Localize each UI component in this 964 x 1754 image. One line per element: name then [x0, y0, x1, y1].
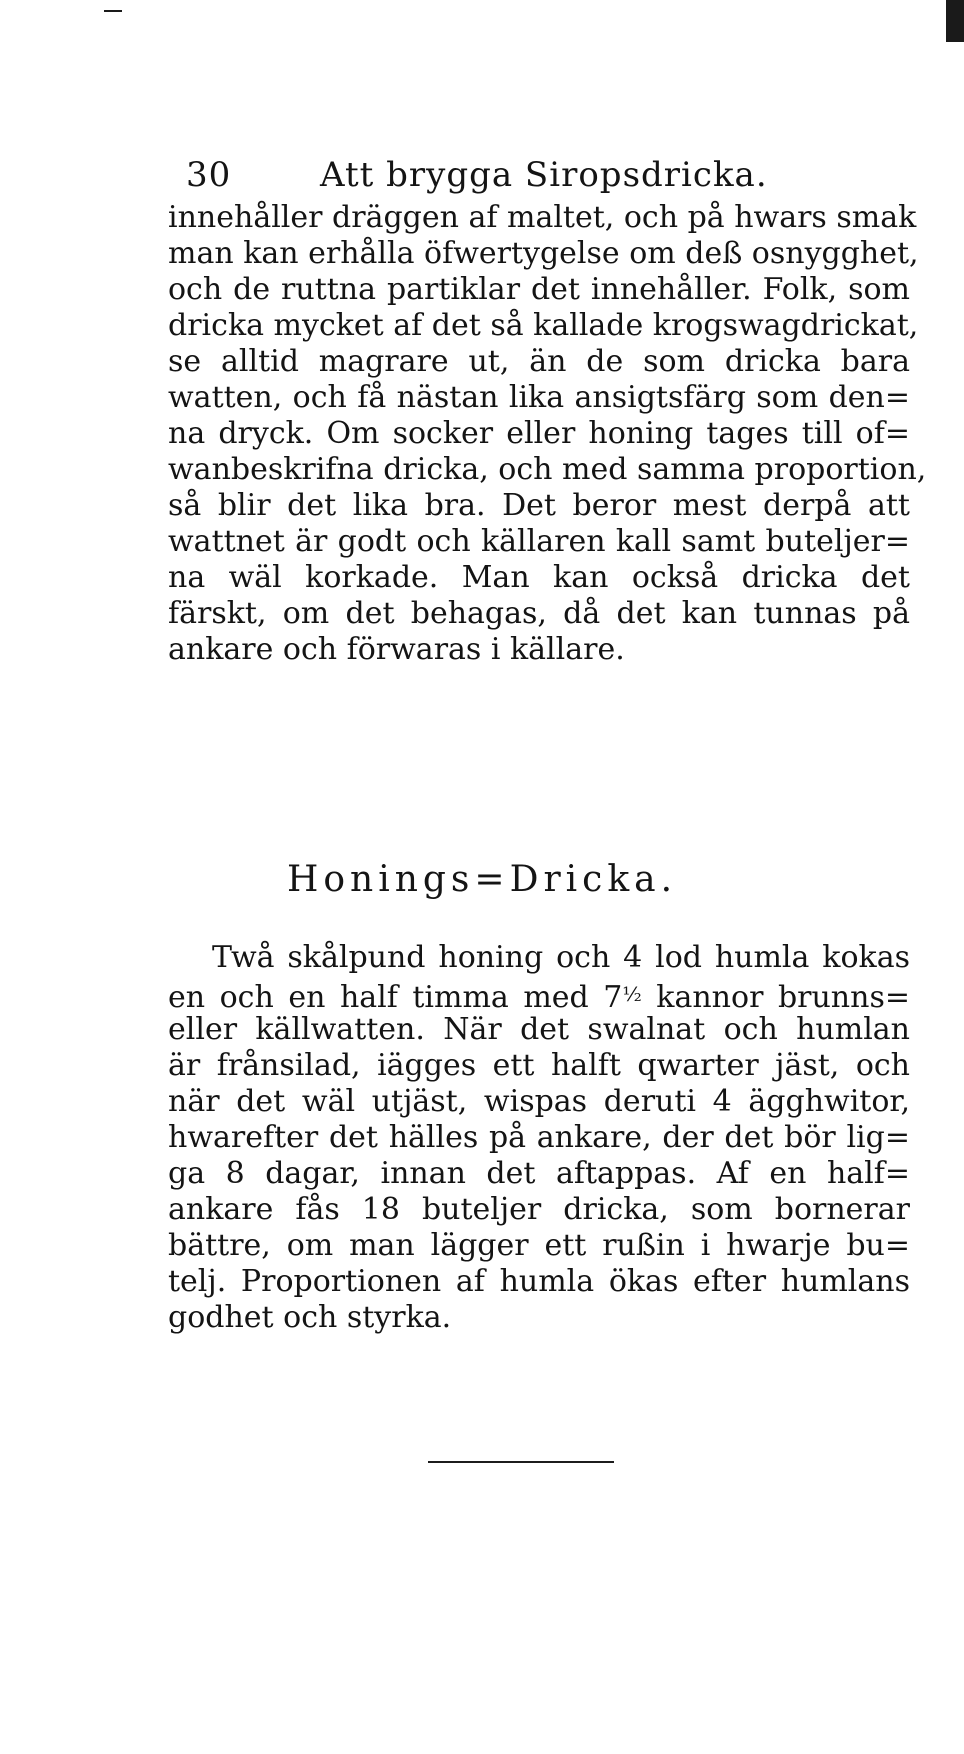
paragraph-2-line: eller källwatten. När det swalnat och humlan	[168, 1012, 910, 1047]
paragraph-1-line: färskt, om det behagas, då det kan tunnas på	[168, 596, 910, 631]
paragraph-2-line: Twå skålpund honing och 4 lod humla kokas	[212, 940, 910, 975]
paragraph-2-line: är frånsilad, iägges ett halft qwarter jäst, och	[168, 1048, 910, 1083]
fraction: ½	[622, 982, 642, 1006]
paragraph-1-line: dricka mycket af det så kallade krogswagdrickat,	[168, 308, 919, 343]
paragraph-1-line: wanbeskrifna dricka, och med samma proportion,	[168, 452, 927, 487]
section-heading: Honings=Dricka.	[286, 859, 678, 900]
closing-rule	[428, 1461, 614, 1463]
page-number: 30	[186, 155, 232, 195]
paragraph-2-line: när det wäl utjäst, wispas deruti 4 ägghwitor,	[168, 1084, 910, 1119]
paragraph-2-line: hwarefter det hälles på ankare, der det bör lig=	[168, 1120, 910, 1155]
paragraph-2-line: telj. Proportionen af humla ökas efter humlans	[168, 1264, 910, 1299]
paragraph-1-line: na dryck. Om socker eller honing tages till of=	[168, 416, 910, 451]
paragraph-2-line: ankare fås 18 buteljer dricka, som bornerar	[168, 1192, 910, 1227]
paragraph-2-line: godhet och styrka.	[168, 1300, 452, 1335]
paragraph-1-line: wattnet är godt och källaren kall samt buteljer=	[168, 524, 910, 559]
scan-edge-mark-top-right	[946, 0, 964, 42]
running-head	[186, 150, 806, 200]
running-title: Att brygga Siropsdricka.	[320, 155, 768, 195]
paragraph-1-line: ankare och förwaras i källare.	[168, 632, 625, 667]
paragraph-2-line	[168, 974, 910, 1014]
paragraph-2-line: bättre, om man lägger ett rußin i hwarje bu=	[168, 1228, 910, 1263]
paragraph-1-line: innehåller dräggen af maltet, och på hwars smak	[168, 200, 917, 235]
paragraph-1-line: na wäl korkade. Man kan också dricka det	[168, 560, 910, 595]
paragraph-1-line: watten, och få nästan lika ansigtsfärg som den=	[168, 380, 910, 415]
line-text: en och en half timma med 7	[168, 980, 623, 1015]
paragraph-1-line: se alltid magrare ut, än de som dricka bara	[168, 344, 910, 379]
paragraph-2-line: ga 8 dagar, innan det aftappas. Af en half=	[168, 1156, 910, 1191]
paragraph-1-line: man kan erhålla öfwertygelse om deß osnygghet,	[168, 236, 919, 271]
paragraph-1-line: så blir det lika bra. Det beror mest derpå att	[168, 488, 910, 523]
line-text: kannor brunns=	[641, 980, 910, 1015]
paragraph-1-line: och de ruttna partiklar det innehåller. Folk, som	[168, 272, 910, 307]
scan-edge-mark-top-left	[104, 10, 122, 12]
